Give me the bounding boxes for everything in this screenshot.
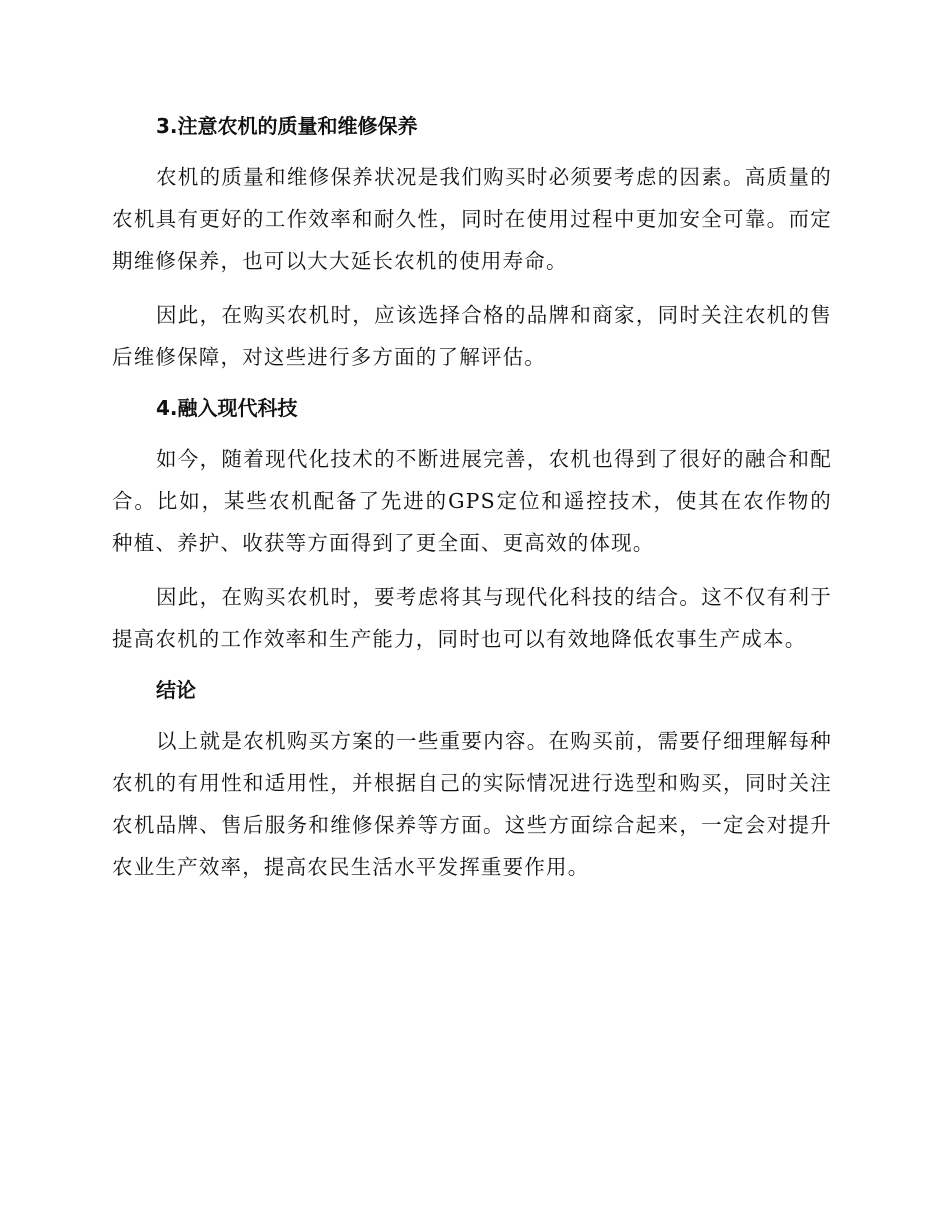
section-heading-quality: 3.注意农机的质量和维修保养	[156, 114, 418, 138]
paragraph-quality-1: 农机的质量和维修保养状况是我们购买时必须要考虑的因素。高质量的农机具有更好的工作效率和耐久性，同时在使用过程中更加安全可靠。而定期维修保养，也可以大大延长农机的使用寿命。	[112, 165, 832, 273]
paragraph-conclusion: 以上就是农机购买方案的一些重要内容。在购买前，需要仔细理解每种农机的有用性和适用性，并根据自己的实际情况进行选型和购买，同时关注农机品牌、售后服务和维修保养等方面。这些方面综合起来，一定会对提升农业生产效率，提高农民生活水平发挥重要作用。	[112, 729, 832, 879]
document-body	[112, 108, 832, 900]
paragraph-technology-2: 因此，在购买农机时，要考虑将其与现代化科技的结合。这不仅有利于提高农机的工作效率和生产能力，同时也可以有效地降低农事生产成本。	[112, 585, 832, 651]
paragraph-quality-2: 因此，在购买农机时，应该选择合格的品牌和商家，同时关注农机的售后维修保障，对这些进行多方面的了解评估。	[112, 303, 832, 369]
paragraph-technology-1: 如今，随着现代化技术的不断进展完善，农机也得到了很好的融合和配合。比如，某些农机配备了先进的GPS定位和遥控技术，使其在农作物的种植、养护、收获等方面得到了更全面、更高效的体现。	[112, 447, 832, 555]
section-heading-conclusion: 结论	[156, 678, 196, 702]
section-heading-technology: 4.融入现代科技	[156, 396, 298, 420]
